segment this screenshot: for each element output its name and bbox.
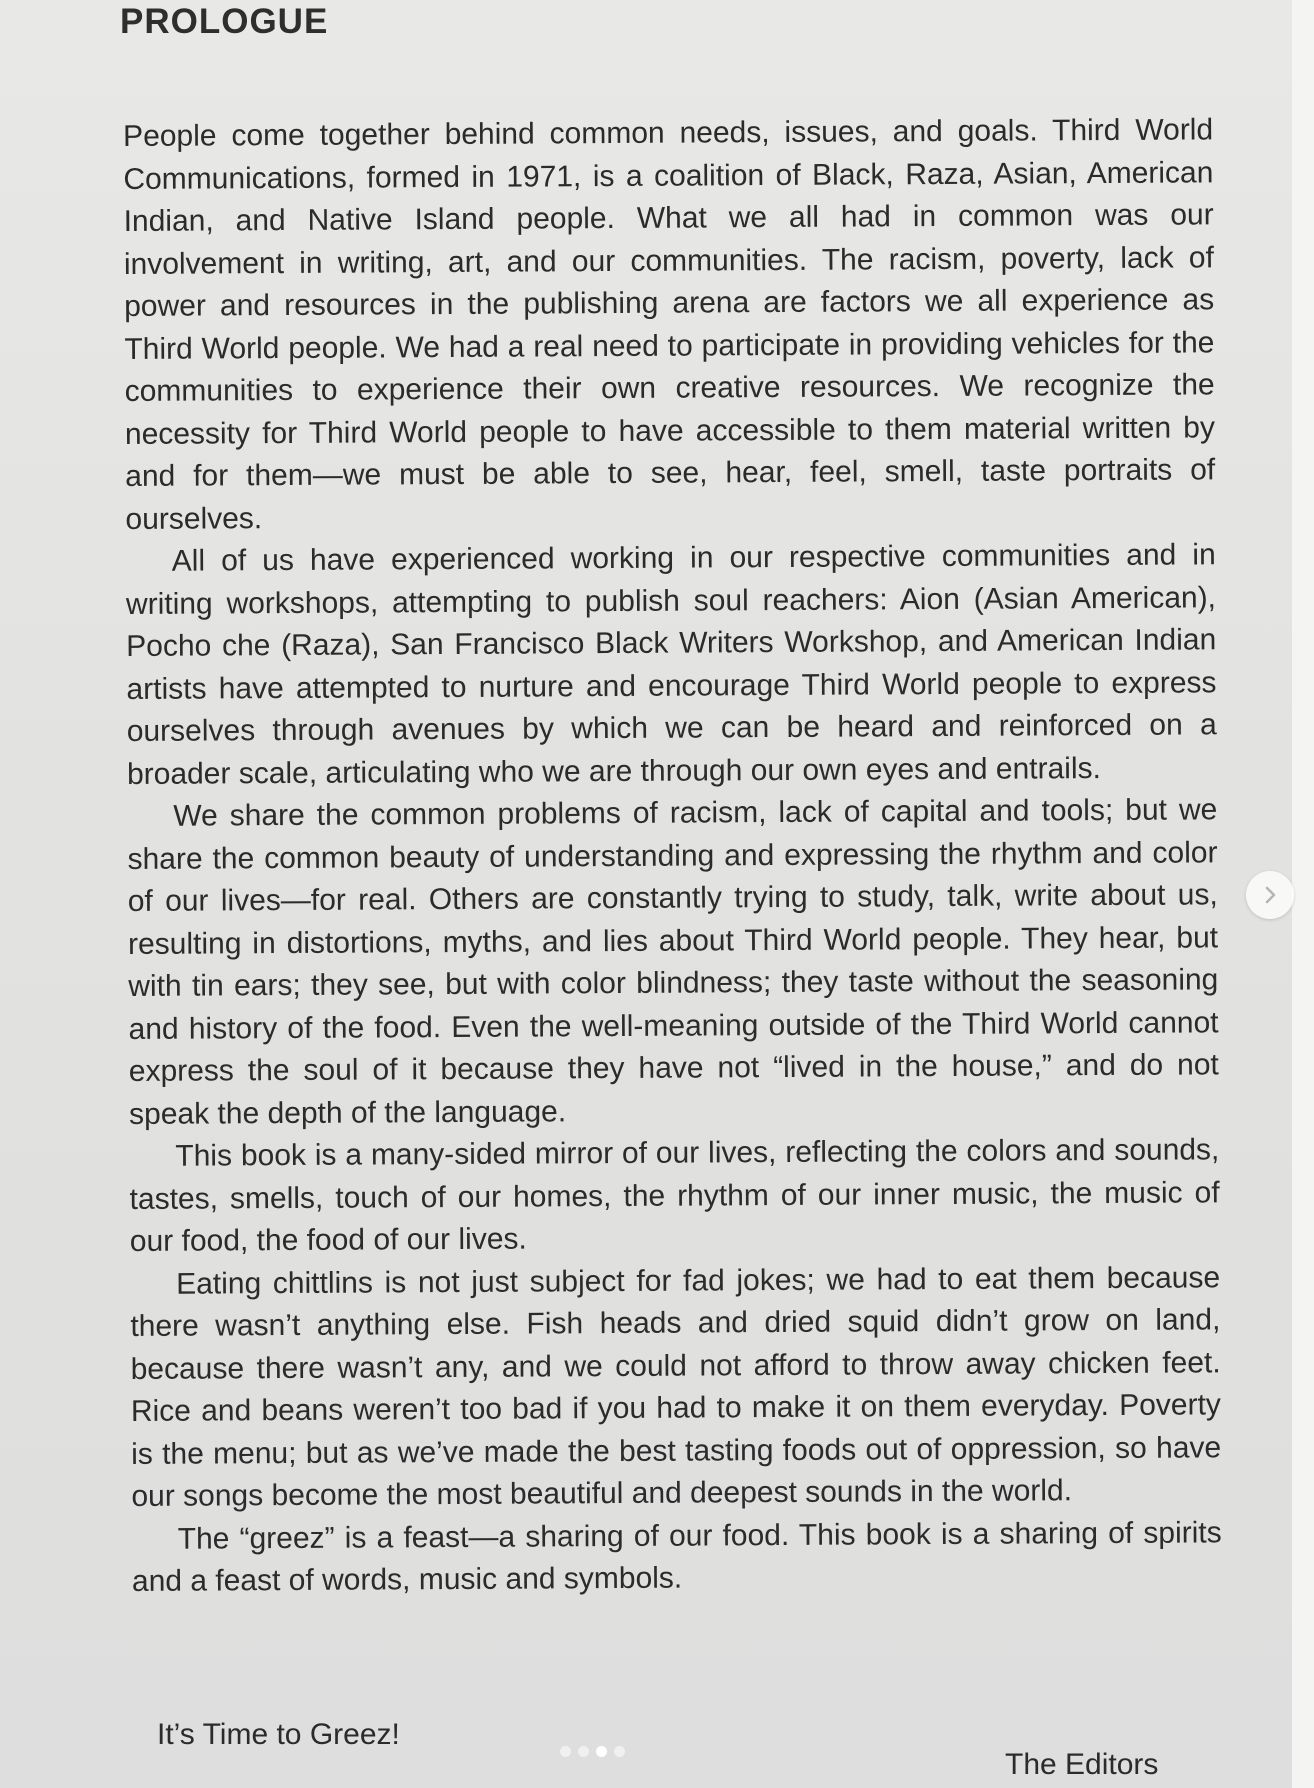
next-slide-button[interactable] xyxy=(1246,871,1294,919)
prologue-body xyxy=(123,109,1222,1603)
paragraph: People come together behind common needs, issues, and goals. Third World Communications, formed in 1971, is a coalition of Black, Raza, Asian, American Indian, and Native Island people. What we all had in common was our involvement in writing, art, and our communities. The racism, poverty, lack of power and resources in the publishing arena are factors we all experience as Third World people. We had a real need to participate in providing vehicles for the communities to experience their own creative resources. We recognize the necessity for Third World people to have accessible to them material written by and for them—we must be able to see, hear, feel, smell, taste portraits of ourselves. xyxy=(123,113,1216,536)
paragraph: This book is a many-sided mirror of our lives, reflecting the colors and sounds, tastes, smells, touch of our homes, the rhythm of our inner music, the music of our food, the food of our lives. xyxy=(129,1133,1220,1258)
paragraph: Eating chittlins is not just subject for fad jokes; we had to eat them because there wasn’t anything else. Fish heads and dried squid didn’t grow on land, because there wasn’t any, and we could not afford to throw away chicken feet. Rice and beans weren’t too bad if you had to make it on them everyday. Poverty is the menu; but as we’ve made the best tasting foods out of oppression, so have our songs become the most beautiful and deepest sounds in the world. xyxy=(130,1260,1222,1513)
carousel-dot[interactable] xyxy=(560,1746,571,1757)
carousel-dot-active[interactable] xyxy=(596,1746,607,1757)
paragraph: We share the common problems of racism, lack of capital and tools; but we share the common beauty of understanding and expressing the rhythm and color of our lives—for real. Others are constantly trying to study, talk, write about us, resulting in distortions, myths, and lies about Third World people. They hear, but with tin ears; they see, but with color blindness; they taste without the seasoning and history of the food. Even the well-meaning outside of the Third World cannot express the soul of it because they have not “lived in the house,” and do not speak the depth of the language. xyxy=(127,793,1219,1131)
signoff-line: It’s Time to Greez! xyxy=(157,1718,400,1751)
carousel-dots xyxy=(560,1746,625,1757)
signature: The Editors xyxy=(1005,1748,1159,1781)
paragraph: The “greez” is a feast—a sharing of our food. This book is a sharing of spirits and a feast of words, music and symbols. xyxy=(131,1515,1222,1598)
carousel-dot[interactable] xyxy=(578,1746,589,1757)
page-heading: PROLOGUE xyxy=(120,2,329,41)
chevron-right-icon xyxy=(1259,884,1281,906)
carousel-dot[interactable] xyxy=(614,1746,625,1757)
paragraph: All of us have experienced working in our respective communities and in writing workshops, attempting to publish soul reachers: Aion (Asian American), Pocho che (Raza), San Francisco Black Writers Workshop, and American Indian artists have attempted to nurture and encourage Third World people to express ourselves through avenues by which we can be heard and reinforced on a broader scale, articulating who we are through our own eyes and entrails. xyxy=(125,538,1217,791)
viewer-edge xyxy=(1292,0,1314,1788)
